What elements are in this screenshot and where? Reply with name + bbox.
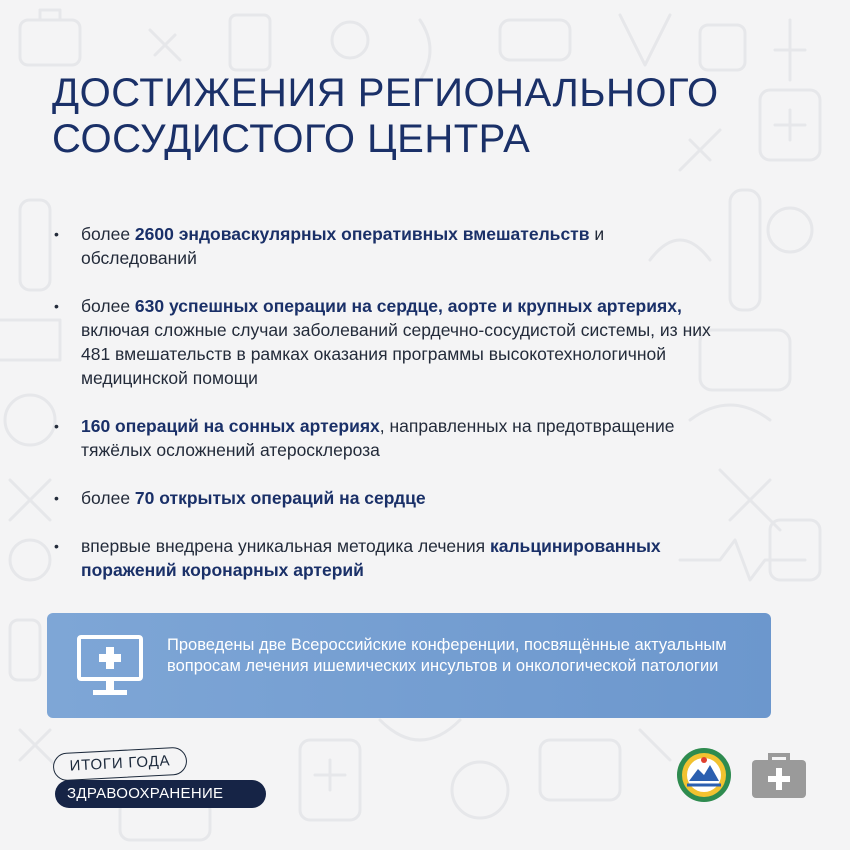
- healthcare-tag: ЗДРАВООХРАНЕНИЕ: [55, 780, 266, 808]
- year-results-tag: ИТОГИ ГОДА: [52, 747, 187, 782]
- conference-banner: [47, 613, 771, 718]
- page-title-line-2: СОСУДИСТОГО ЦЕНТРА: [52, 117, 531, 161]
- list-item: • более 2600 эндоваскулярных оперативных вмешательств и обследований: [54, 224, 605, 268]
- monitor-medical-cross-icon: [75, 633, 145, 699]
- achievements-list: [52, 222, 712, 606]
- list-item: • впервые внедрена уникальная методика лечения кальцинированных поражений коронарных артерий: [54, 536, 661, 580]
- bullet-icon: •: [54, 538, 59, 554]
- bullet-icon: •: [54, 418, 59, 434]
- page-title-line-1: ДОСТИЖЕНИЯ РЕГИОНАЛЬНОГО: [52, 71, 719, 115]
- bullet-icon: •: [54, 226, 59, 242]
- bullet-icon: •: [54, 490, 59, 506]
- regional-emblem-icon: [676, 747, 732, 803]
- list-item: • более 630 успешных операции на сердце, аорте и крупных артериях, включая сложные случаи заболеваний сердечно-сосудистой системы, из них 481 вмешательств в рамках оказания программы высокотехнологичной медицинской помощи: [54, 296, 711, 388]
- list-item: • 160 операций на сонных артериях, направленных на предотвращение тяжёлых осложнений атеросклероза: [54, 416, 675, 460]
- bullet-icon: •: [54, 298, 59, 314]
- first-aid-kit-icon: [750, 750, 808, 800]
- list-item: • более 70 открытых операций на сердце: [54, 488, 426, 508]
- page-title: [52, 70, 812, 162]
- banner-text: Проведены две Всероссийские конференции, посвящённые актуальным вопросам лечения ишемических инсультов и онкологической патологии: [167, 636, 727, 675]
